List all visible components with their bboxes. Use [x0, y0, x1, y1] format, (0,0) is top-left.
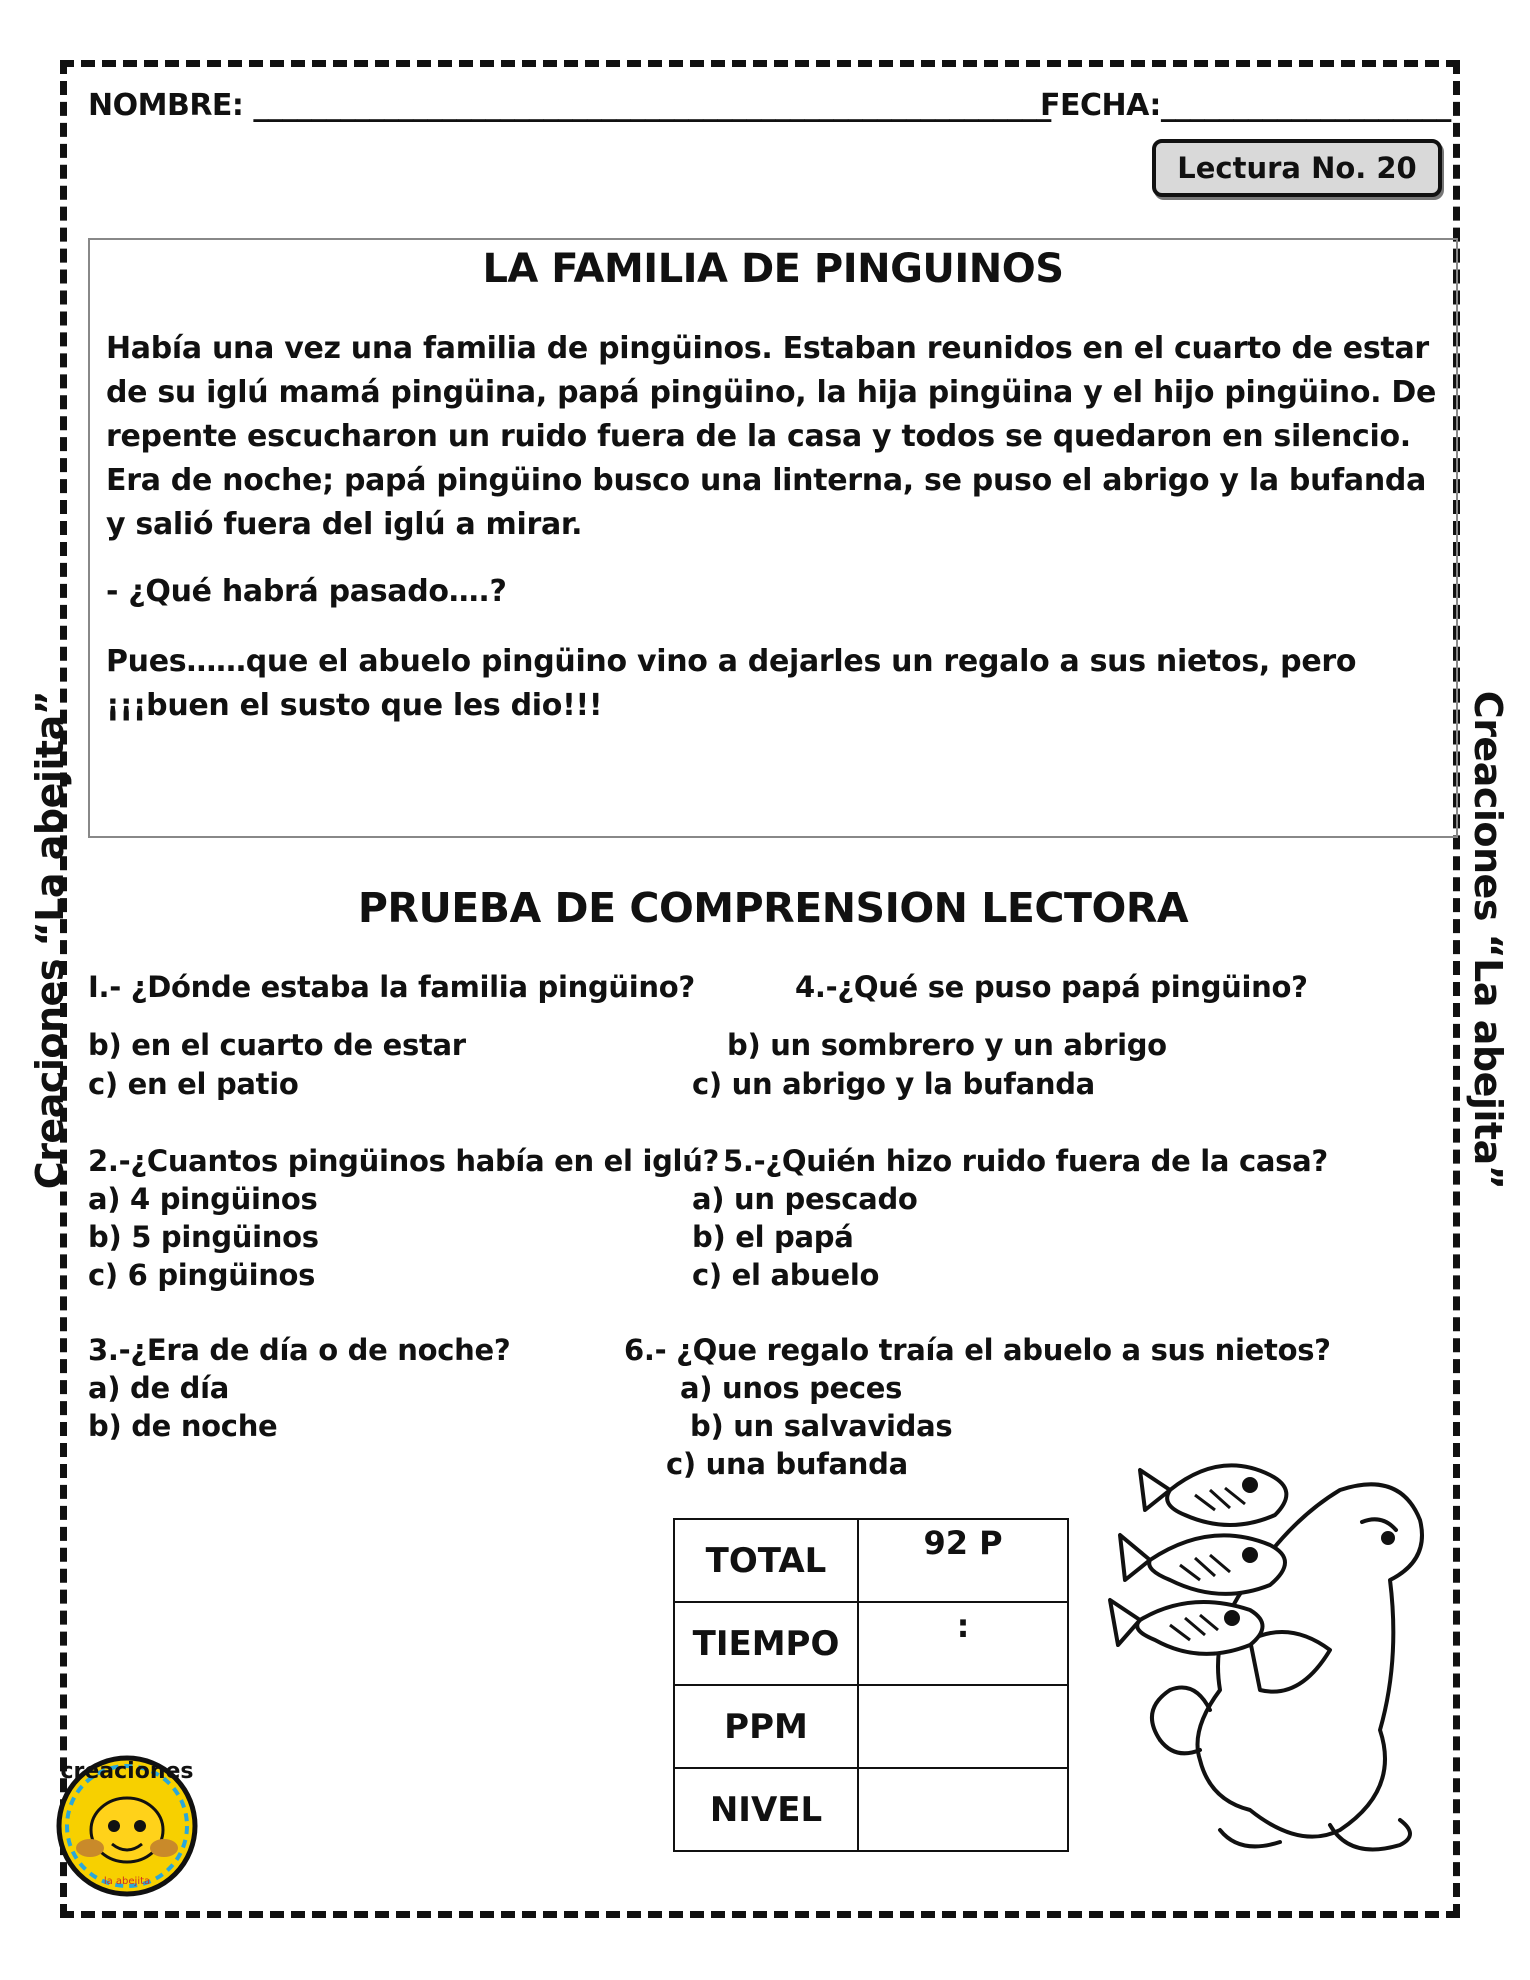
story-paragraph-2: - ¿Qué habrá pasado….?	[106, 574, 507, 609]
story-paragraph-3: Pues……que el abuelo pingüino vino a dejarles un regalo a sus nietos, pero ¡¡¡buen el susto que les dio!!!	[106, 644, 1357, 723]
side-credit-left: Creaciones “La abejita”	[28, 690, 72, 1190]
tiempo-value[interactable]: :	[858, 1602, 1068, 1685]
nivel-label: NIVEL	[674, 1768, 858, 1851]
total-label: TOTAL	[674, 1519, 858, 1602]
lectura-number-badge: Lectura No. 20	[1152, 139, 1442, 197]
story-title: LA FAMILIA DE PINGUINOS	[482, 246, 1064, 292]
question-5-option-c: c) el abuelo	[692, 1258, 880, 1292]
question-3-option-a: a) de día	[88, 1371, 230, 1405]
question-1-option-c: c) en el patio	[88, 1067, 299, 1101]
score-row-ppm	[674, 1685, 1068, 1768]
question-5-option-b: b) el papá	[692, 1220, 854, 1254]
logo-text: creaciones	[60, 1759, 194, 1784]
question-5-option-a: a) un pescado	[692, 1182, 918, 1216]
nivel-value[interactable]	[858, 1768, 1068, 1851]
question-1-option-b: b) en el cuarto de estar	[88, 1028, 466, 1062]
score-table	[673, 1518, 1069, 1852]
logo-subtext: la abejita	[103, 1876, 151, 1887]
question-5: 5.-¿Quién hizo ruido fuera de la casa?	[723, 1144, 1328, 1178]
question-3: 3.-¿Era de día o de noche?	[88, 1333, 511, 1367]
question-6: 6.- ¿Que regalo traía el abuelo a sus nietos?	[624, 1333, 1331, 1367]
score-row-nivel	[674, 1768, 1068, 1851]
ppm-value[interactable]	[858, 1685, 1068, 1768]
question-2-option-b: b) 5 pingüinos	[88, 1220, 319, 1254]
total-value[interactable]: 92 P	[858, 1519, 1068, 1602]
question-6-option-b: b) un salvavidas	[690, 1409, 953, 1443]
penguin-with-fish-icon	[1100, 1430, 1450, 1860]
question-6-option-c: c) una bufanda	[666, 1447, 908, 1481]
question-2-option-c: c) 6 pingüinos	[88, 1258, 316, 1292]
question-2: 2.-¿Cuantos pingüinos había en el iglú?	[88, 1144, 720, 1178]
question-4-option-c: c) un abrigo y la bufanda	[692, 1067, 1095, 1101]
score-row-total	[674, 1519, 1068, 1602]
tiempo-label: TIEMPO	[674, 1602, 858, 1685]
nombre-field-label: NOMBRE: _______________________________________________________	[88, 88, 1051, 123]
question-4-option-b: b) un sombrero y un abrigo	[727, 1028, 1167, 1062]
ppm-label: PPM	[674, 1685, 858, 1768]
quiz-title: PRUEBA DE COMPRENSION LECTORA	[357, 884, 1189, 932]
fecha-field-label: FECHA:____________________	[1040, 88, 1451, 123]
question-1: I.- ¿Dónde estaba la familia pingüino?	[88, 970, 695, 1004]
side-credit-right: Creaciones “La abejita”	[1466, 690, 1510, 1190]
score-row-tiempo	[674, 1602, 1068, 1685]
story-paragraph-1: Había una vez una familia de pingüinos. Estaban reunidos en el cuarto de estar de su iglú mamá pingüina, papá pingüino, la hija pingüina y el hijo pingüino. De repente escucharon un ruido fuera de la casa y todos se quedaron en silencio. Era de noche; papá pingüino busco una linterna, se puso el abrigo y la bufanda y salió fuera del iglú a mirar.	[106, 331, 1437, 542]
question-2-option-a: a) 4 pingüinos	[88, 1182, 318, 1216]
question-6-option-a: a) unos peces	[680, 1371, 903, 1405]
bee-logo-icon	[42, 1748, 212, 1898]
question-4: 4.-¿Qué se puso papá pingüino?	[795, 970, 1308, 1004]
question-3-option-b: b) de noche	[88, 1409, 278, 1443]
